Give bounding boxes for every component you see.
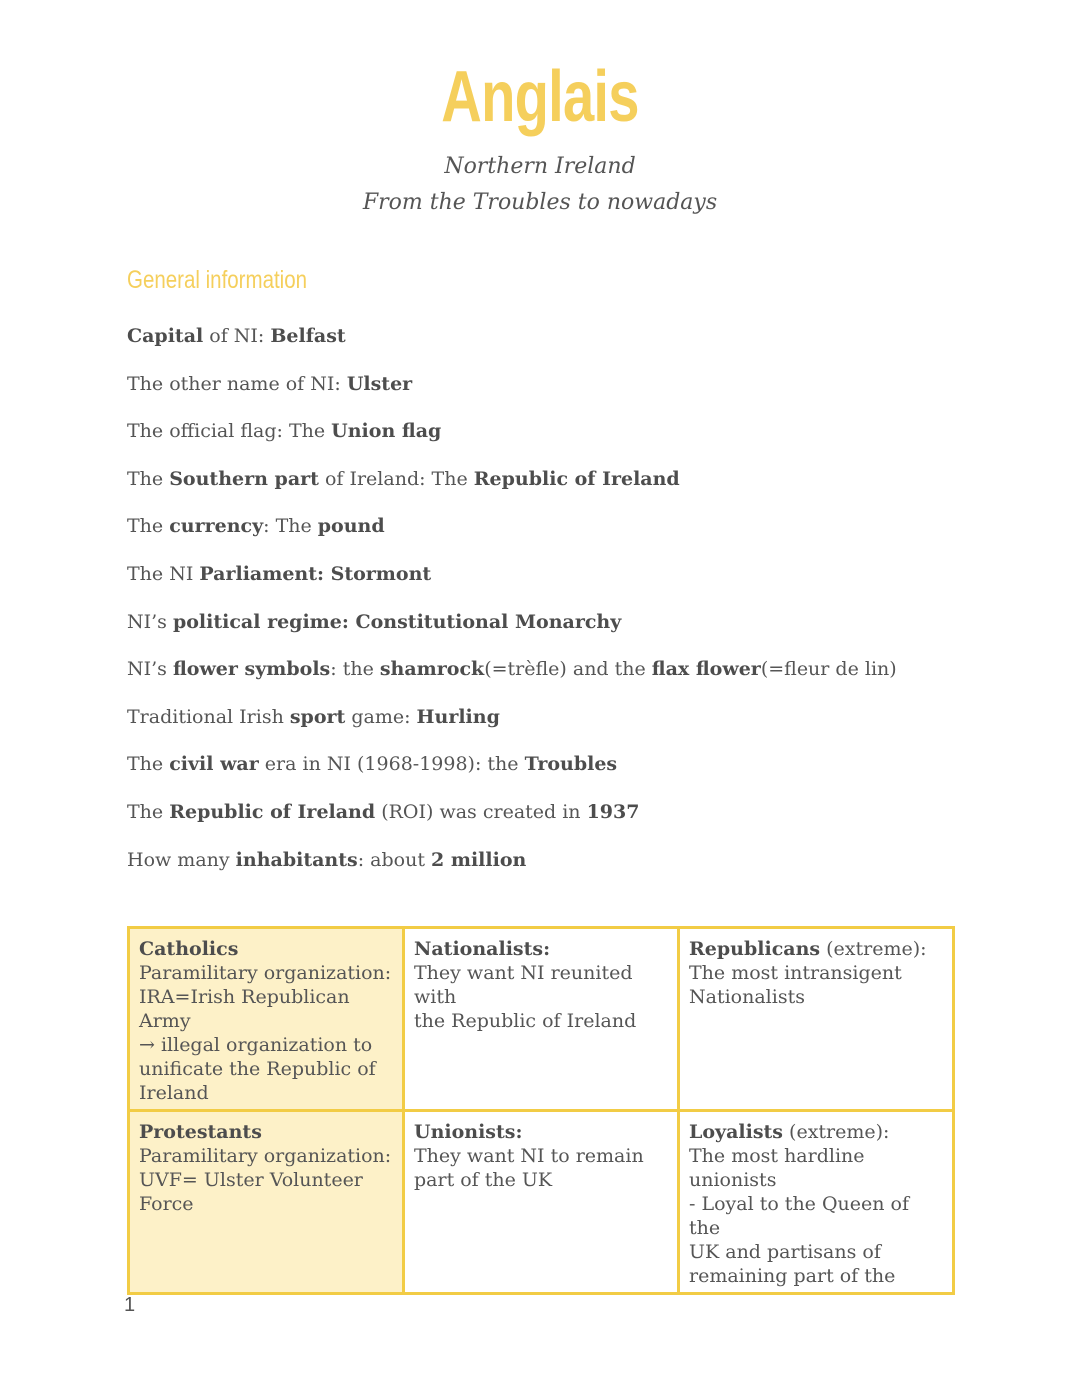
cell-nationalists: Nationalists: They want NI reunited with the Republic of Ireland xyxy=(404,928,679,1111)
info-southern-part: The Southern part of Ireland: The Republic of Ireland xyxy=(127,467,680,490)
info-currency: The currency: The pound xyxy=(127,515,385,538)
info-flower-symbols: NI’s flower symbols: the shamrock(=trèfle) and the flax flower(=fleur de lin) xyxy=(127,658,897,681)
cell-heading: Nationalists: xyxy=(414,938,551,960)
info-other-name: The other name of NI: Ulster xyxy=(127,372,413,395)
info-inhabitants: How many inhabitants: about 2 million xyxy=(127,848,527,871)
info-political-regime: NI’s political regime: Constitutional Monarchy xyxy=(127,610,622,633)
cell-republicans: Republicans (extreme): The most intransigent Nationalists xyxy=(679,928,954,1111)
document-subtitle: Northern Ireland xyxy=(444,154,636,179)
cell-unionists: Unionists: They want NI to remain part of the UK xyxy=(404,1111,679,1294)
info-official-flag: The official flag: The Union flag xyxy=(127,420,442,443)
document-subtitle-second-line: From the Troubles to nowadays xyxy=(362,190,718,215)
cell-loyalists: Loyalists (extreme): The most hardline unionists - Loyal to the Queen of the UK and partisans of remaining part of the xyxy=(679,1111,954,1294)
cell-heading: Unionists: xyxy=(414,1121,523,1143)
table-row xyxy=(129,928,954,1111)
info-republic-created: The Republic of Ireland (ROI) was created in 1937 xyxy=(127,800,640,823)
document-title: Anglais xyxy=(441,57,639,137)
cell-heading: Protestants xyxy=(139,1121,262,1143)
table-row xyxy=(129,1111,954,1294)
general-information-list xyxy=(127,322,987,893)
info-civil-war-era: The civil war era in NI (1968-1998): the Troubles xyxy=(127,753,618,776)
info-capital: Capital of NI: Belfast xyxy=(127,325,346,347)
cell-protestants: Protestants Paramilitary organization: UVF= Ulster Volunteer Force xyxy=(129,1111,404,1294)
info-parliament: The NI Parliament: Stormont xyxy=(127,562,432,585)
cell-catholics: Catholics Paramilitary organization: IRA=Irish Republican Army → illegal organization to unificate the Republic of Ireland xyxy=(129,928,404,1111)
communities-table xyxy=(127,926,955,1295)
info-traditional-sport: Traditional Irish sport game: Hurling xyxy=(127,705,500,728)
page-number: 1 xyxy=(124,1294,136,1316)
cell-heading: Loyalists (extreme): xyxy=(689,1121,890,1143)
section-heading-general-information: General information xyxy=(127,266,308,294)
cell-heading: Catholics xyxy=(139,938,239,960)
cell-heading: Republicans (extreme): xyxy=(689,938,927,960)
